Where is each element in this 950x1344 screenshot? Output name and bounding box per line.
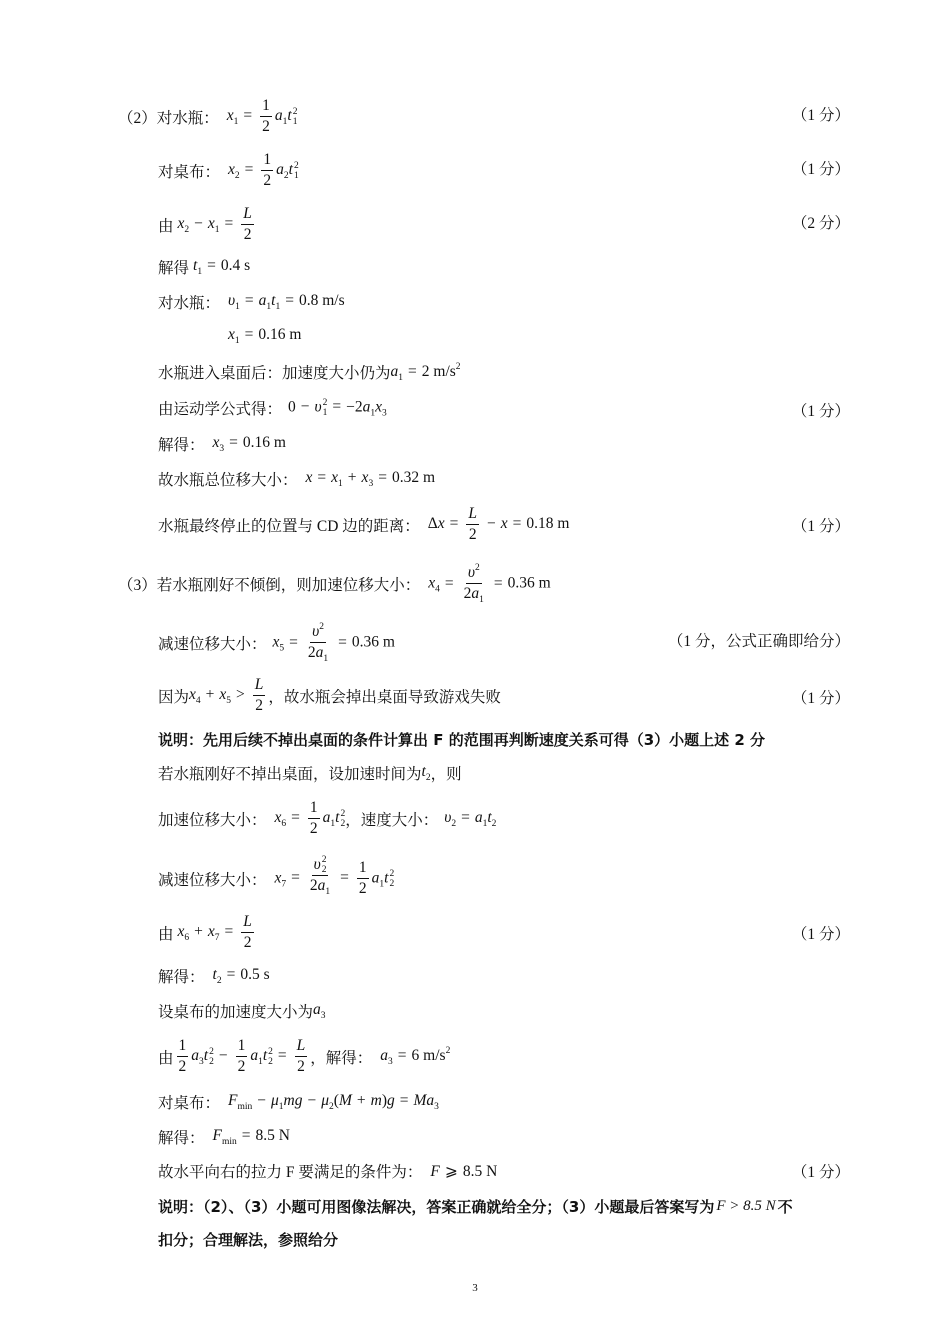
score: （1 分） xyxy=(791,161,850,178)
score: （1 分） xyxy=(791,403,850,420)
part3-line10: 由 $\frac{1}{2}$ $a_3t$ 2 2 − $\frac{1}{2}$ $a_1t$ 2 2 = $\frac{L}{2}$ ，解得： $a_3 = 6$ $m/s^2$ xyxy=(158,1037,451,1075)
part2-line4: 解得 $t_1 = 0.4$ s xyxy=(158,257,251,277)
part3-line4: 若水瓶刚好不掉出桌面，设加速时间为 $t_2$ ，则 xyxy=(158,763,462,783)
part2-line2: 对桌布： $x_2$ = $\frac{1}{2}$ $a_2t$ 2 1 xyxy=(158,151,299,189)
score: （1 分） xyxy=(791,1164,850,1181)
part3-line11: 对桌布： $F_{min} - \mu_1mg - \mu_2(M + m)g = Ma_3$ xyxy=(158,1092,439,1112)
score: （2 分） xyxy=(791,215,850,232)
part3-line9: 设桌布的加速度大小为 $a_3$ xyxy=(158,1001,326,1021)
part3-label: （3） xyxy=(118,577,157,594)
part3-line12: 解得： $F_{min} = 8.5$ N xyxy=(158,1127,290,1147)
part2-line11: 水瓶最终停止的位置与 CD 边的距离： Δx = $\frac{L}{2}$ − x = 0.18 m xyxy=(158,505,570,543)
part3-line6: 减速位移大小： $x_7$ = υ 2 2 $2a_1$ = $\frac{1}{2}$ $a_1t$ 2 2 xyxy=(158,855,395,898)
part2-line5: 对水瓶： $\upsilon_1 = a_1t_1 = 0.8$ m/s xyxy=(158,292,345,312)
part2-label: （2） xyxy=(118,109,157,127)
part3-line5: 加速位移大小： $x_6$ = $\frac{1}{2}$ $a_1t$ 2 2 ，速度大小： $\upsilon_2 = a_1t_2$ xyxy=(158,799,497,837)
part3-line8: 解得： $t_2 = 0.5$ s xyxy=(158,966,270,986)
part2-line3: 由 $x_2 - x_1$ = $\frac{L}{2}$ xyxy=(158,204,257,245)
part2-line6: $x_1 = 0.16$ m xyxy=(228,326,302,346)
part2-line8: 由运动学公式得： 0 − υ 2 1 = $-2a_1x_3$ xyxy=(158,397,387,419)
score: （1 分） xyxy=(791,926,850,943)
score: （1 分） xyxy=(791,690,850,707)
formula-x1: $x_1$ = $\frac{1}{2}$ $a_1t$ 2 1 xyxy=(226,97,298,135)
page-number: 3 xyxy=(472,1282,478,1294)
part3-line1: （3） 若水瓶刚好不倾倒，则加速位移大小： $x_4$ = $\frac{\upsilon^2}{2a_1}$ = 0.36 m xyxy=(118,558,551,610)
note-2-line1: 说明：（2）、（3）小题可用图像法解决，答案正确就给全分；（3）小题最后答案写为 F > 8.5 N 不 xyxy=(158,1198,793,1216)
formula-diff: $x_2 - x_1$ = $\frac{L}{2}$ xyxy=(177,205,252,243)
note-2-line2: 扣分；合理解法，参照给分 xyxy=(158,1231,339,1249)
part3-line13: 故水平向右的拉力 F 要满足的条件为： F ⩾ 8.5 N xyxy=(158,1162,498,1181)
part3-line7: 由 $x_6 + x_7$ = $\frac{L}{2}$ xyxy=(158,913,252,951)
score: （1 分） xyxy=(791,518,850,535)
score: （1 分，公式正确即给分） xyxy=(667,633,850,650)
formula-x2: $x_2$ = $\frac{1}{2}$ $a_2t$ 2 1 xyxy=(228,151,299,189)
score: （1 分） xyxy=(791,107,850,124)
note-1: 说明：先用后续不掉出桌面的条件计算出 F 的范围再判断速度关系可得（3）小题上述 2 分 xyxy=(158,731,766,749)
part2-line9: 解得： $x_3 = 0.16$ m xyxy=(158,434,286,454)
part2-line7: 水瓶进入桌面后：加速度大小仍为 $a_1 = 2$ $m/s^2$ xyxy=(158,361,461,383)
part2-line1: （2） 对水瓶： $x_1$ = $\frac{1}{2}$ $a_1t$ 2 1 xyxy=(118,97,298,135)
part2-line10: 故水瓶总位移大小： $x = x_1 + x_3 = 0.32$ m xyxy=(158,469,435,489)
part3-line2: 减速位移大小： $x_5$ = $\frac{\upsilon^2}{2a_1}$ = 0.36 m xyxy=(158,617,395,669)
part3-line3: 因为 $x_4 + x_5$ > $\frac{L}{2}$ ，故水瓶会掉出桌面导致游戏失败 xyxy=(158,676,501,714)
